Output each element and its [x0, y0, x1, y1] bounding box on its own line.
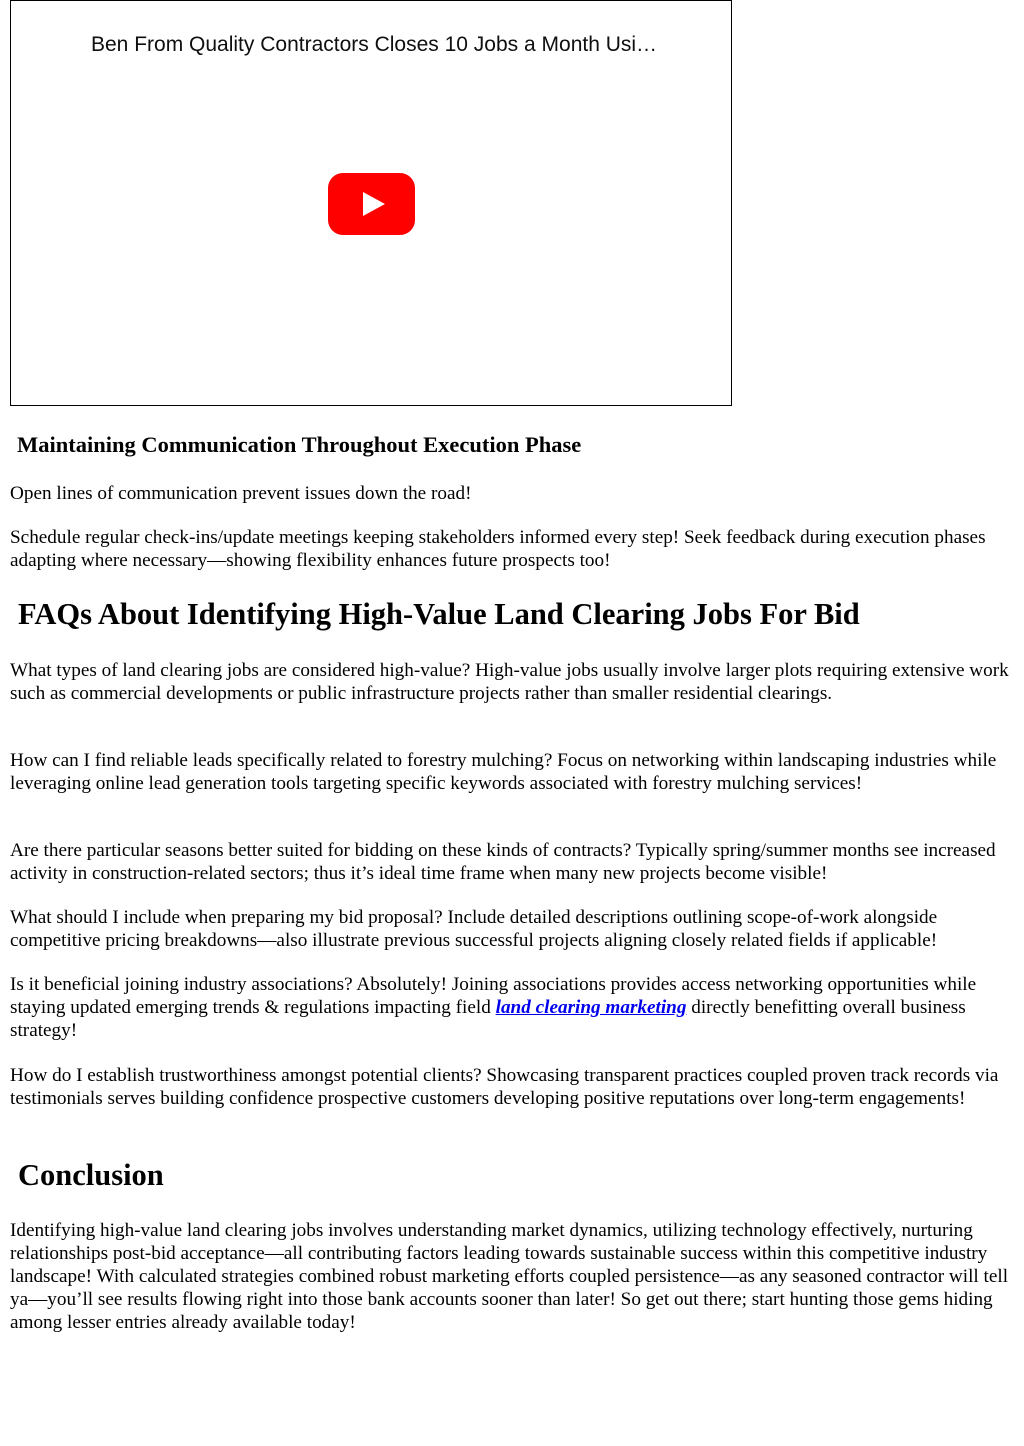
- video-title[interactable]: Ben From Quality Contractors Closes 10 Jobs a Month Usi…: [91, 33, 658, 56]
- paragraph-schedule: Schedule regular check-ins/update meetings keeping stakeholders informed every step! Seek feedback during execution phases adapting where necessary—showing flexibility enhances future prospects too!: [10, 527, 986, 571]
- paragraph-open-lines: Open lines of communication prevent issues down the road!: [10, 483, 472, 504]
- faq-item-trust: How do I establish trustworthiness amongst potential clients? Showcasing transparent practices coupled proven track records via testimonials serves building confidence prospective customers developing positive reputations over long-term engagements!: [10, 1065, 999, 1109]
- faq-associations-text-before: Is it beneficial joining industry associations? Absolutely! Joining associations provides access networking opportunities while staying updated emerging trends & regulations impacting field: [10, 974, 977, 1018]
- play-triangle-icon: [363, 192, 385, 216]
- section-heading-communication: Maintaining Communication Throughout Execution Phase: [17, 432, 582, 457]
- faq-item: Are there particular seasons better suited for bidding on these kinds of contracts? Typically spring/summer months see increased activity in construction-related sectors; thus it’s ideal time frame when many new projects become visible!: [10, 840, 996, 884]
- video-embed[interactable]: [10, 0, 732, 406]
- faq-item: What should I include when preparing my bid proposal? Include detailed descriptions outlining scope-of-work alongside competitive pricing breakdowns—also illustrate previous successful projects aligning closely related fields if applicable!: [10, 907, 938, 951]
- faqs-heading: FAQs About Identifying High-Value Land Clearing Jobs For Bid: [18, 597, 860, 631]
- faq-associations-text-after: directly benefitting overall business strategy!: [10, 997, 966, 1041]
- faq-item: How can I find reliable leads specifically related to forestry mulching? Focus on networking within landscaping industries while leveraging online lead generation tools targeting specific keywords associated with forestry mulching services!: [10, 750, 997, 794]
- conclusion-heading: Conclusion: [18, 1158, 164, 1192]
- faq-item: What types of land clearing jobs are considered high-value? High-value jobs usually involve larger plots requiring extensive work such as commercial developments or public infrastructure projects rather than smaller residential clearings.: [10, 660, 1009, 704]
- youtube-play-icon[interactable]: [328, 173, 415, 235]
- land-clearing-marketing-link[interactable]: land clearing marketing: [495, 997, 687, 1018]
- conclusion-paragraph: Identifying high-value land clearing jobs involves understanding market dynamics, utilizing technology effectively, nurturing relationships post-bid acceptance—all contributing factors leading towards sustainable success within this competitive industry landscape! With calculated strategies combined robust marketing efforts coupled persistence—as any seasoned contractor will tell ya—you’ll see results flowing right into those bank accounts sooner than later! So get out there; start hunting those gems hiding among lesser entries already available today!: [10, 1220, 1009, 1333]
- faq-item-associations: [10, 973, 1010, 1042]
